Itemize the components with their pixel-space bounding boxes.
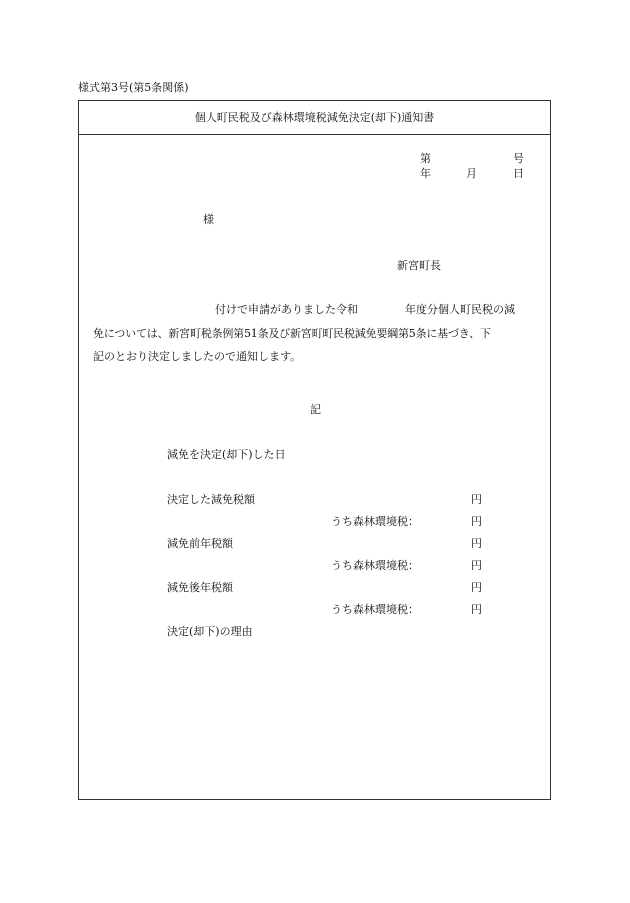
body-line-3: 記のとおり決定しましたので通知します。 bbox=[93, 350, 302, 363]
addressee-suffix: 様 bbox=[203, 213, 214, 226]
issuer: 新宮町長 bbox=[397, 259, 441, 272]
before-amount-label: 減免前年税額 bbox=[167, 537, 233, 550]
yen-unit: 円 bbox=[471, 581, 482, 594]
yen-unit: 円 bbox=[471, 559, 482, 572]
yen-unit: 円 bbox=[471, 493, 482, 506]
yen-unit: 円 bbox=[471, 537, 482, 550]
ki-heading: 記 bbox=[310, 403, 321, 416]
decision-date-label: 減免を決定(却下)した日 bbox=[167, 448, 286, 461]
title-divider bbox=[79, 134, 550, 135]
yen-unit: 円 bbox=[471, 603, 482, 616]
yen-unit: 円 bbox=[471, 515, 482, 528]
date-year: 年 bbox=[420, 167, 431, 180]
body-line-2: 免については、新宮町税条例第51条及び新宮町町民税減免要綱第5条に基づき、下 bbox=[93, 327, 491, 340]
forest-tax-label: うち森林環境税： bbox=[331, 559, 419, 572]
reason-label: 決定(却下)の理由 bbox=[167, 625, 253, 638]
form-number: 様式第3号(第5条関係) bbox=[78, 81, 189, 94]
forest-tax-label: うち森林環境税： bbox=[331, 603, 419, 616]
doc-number-suffix: 号 bbox=[513, 152, 524, 165]
form-frame bbox=[78, 100, 551, 800]
forest-tax-label: うち森林環境税： bbox=[331, 515, 419, 528]
date-month: 月 bbox=[466, 167, 477, 180]
after-amount-label: 減免後年税額 bbox=[167, 581, 233, 594]
document-title: 個人町民税及び森林環境税減免決定(却下)通知書 bbox=[194, 111, 435, 124]
body-line-1a: 付けで申請がありました令和 bbox=[215, 303, 358, 316]
decided-amount-label: 決定した減免税額 bbox=[167, 493, 255, 506]
date-day: 日 bbox=[513, 167, 524, 180]
doc-number-prefix: 第 bbox=[420, 152, 431, 165]
body-line-1b: 年度分個人町民税の減 bbox=[405, 303, 515, 316]
